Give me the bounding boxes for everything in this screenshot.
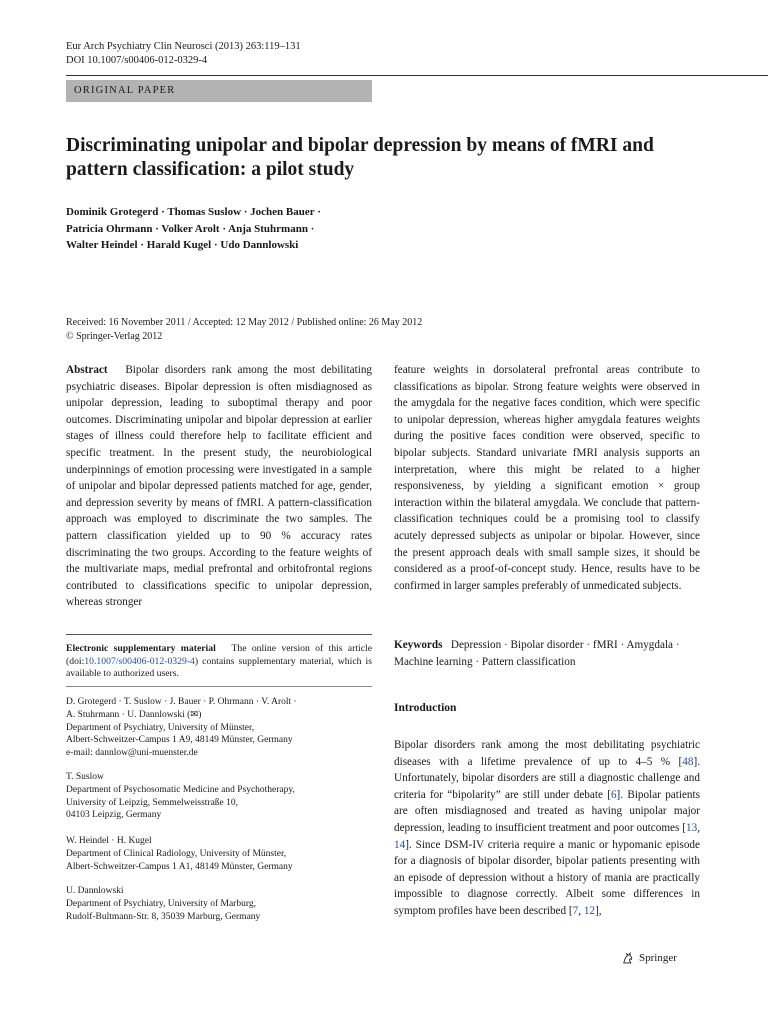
esm-text-post: ) contains supplementary material, which is available to authorized users. [66, 655, 372, 679]
intro-text-segment: , [578, 904, 584, 917]
paper-title: Discriminating unipolar and bipolar depression by means of fMRI and pattern classification: a pilot study [66, 135, 654, 180]
affiliation-line: Rudolf-Bultmann-Str. 8, 35039 Marburg, Germany [66, 911, 261, 922]
keywords [394, 637, 700, 670]
affiliation-line: Albert-Schweitzer-Campus 1 A9, 48149 Münster, Germany [66, 735, 293, 746]
author-line: Patricia Ohrmann · Volker Arolt · Anja Stuhrmann · [66, 222, 315, 235]
affiliation-line: Department of Psychosomatic Medicine and Psychotherapy, [66, 784, 295, 795]
esm-note [66, 643, 372, 681]
citation-link[interactable]: 12 [583, 904, 596, 917]
introduction-text [394, 737, 700, 920]
citation-link[interactable]: 14 [394, 838, 406, 851]
intro-text-segment: ], [595, 904, 602, 917]
affiliation-line: University of Leipzig, Semmelweisstraße 10, [66, 797, 239, 808]
citation-link[interactable]: 13 [686, 821, 698, 834]
journal-header [66, 40, 301, 68]
abstract-right [394, 362, 700, 594]
citation-link[interactable]: 48 [682, 755, 694, 768]
introduction-heading: Introduction [394, 702, 457, 714]
affiliation-line: Department of Psychiatry, University of Münster, [66, 722, 255, 733]
affiliation-line: Department of Psychiatry, University of Marburg, [66, 898, 256, 909]
affiliation-line: 04103 Leipzig, Germany [66, 810, 162, 821]
affiliation-line: A. Stuhrmann · U. Dannlowski (✉) [66, 709, 202, 720]
esm-text-pre: The online version of this article (doi: [66, 643, 373, 667]
copyright-line: © Springer-Verlag 2012 [66, 330, 163, 342]
affiliation-line: Department of Clinical Radiology, University of Münster, [66, 848, 287, 859]
affiliation-block [66, 696, 372, 760]
affiliation-line: Albert-Schweitzer-Campus 1 A1, 48149 Münster, Germany [66, 861, 293, 872]
journal-citation: Eur Arch Psychiatry Clin Neurosci (2013) 263:119–131 [66, 41, 301, 52]
springer-horse-icon [621, 951, 635, 965]
received-accepted-published: Received: 16 November 2011 / Accepted: 12 May 2012 / Published online: 26 May 2012 [66, 317, 423, 328]
affiliation-line: W. Heindel · H. Kugel [66, 836, 152, 846]
affiliation-block [66, 771, 372, 822]
abstract-heading: Abstract [66, 364, 108, 376]
citation-link[interactable]: 6 [610, 788, 617, 801]
intro-text-segment: , [697, 821, 700, 834]
author-list [66, 204, 466, 254]
intro-text-segment: ]. Unfortunately, bipolar disorders are still a diagnostic challenge and criteria for “bipolarity” are still under debate [ [394, 755, 700, 801]
header-rule [66, 75, 768, 76]
keywords-heading: Keywords [394, 639, 443, 651]
intro-text-segment: Bipolar disorders rank among the most debilitating psychiatric diseases with a lifetime prevalence of up to 4–5 % [ [394, 739, 700, 768]
affiliation-block [66, 885, 372, 923]
affiliation-block [66, 835, 372, 873]
esm-doi-link[interactable]: 10.1007/s00406-012-0329-4 [84, 655, 195, 667]
author-line: Dominik Grotegerd · Thomas Suslow · Jochen Bauer · [66, 206, 321, 218]
article-dates [66, 316, 726, 343]
affiliation-line: D. Grotegerd · T. Suslow · J. Bauer · P. Ohrmann · V. Arolt · [66, 697, 297, 707]
publisher-logo [621, 951, 677, 965]
citation-link[interactable]: 7 [572, 904, 579, 917]
author-line: Walter Heindel · Harald Kugel · Udo Dannlowski [66, 239, 299, 251]
esm-divider [66, 634, 372, 635]
article-type-banner: ORIGINAL PAPER [66, 80, 372, 102]
springer-label: Springer [639, 952, 677, 964]
journal-doi: DOI 10.1007/s00406-012-0329-4 [66, 55, 208, 66]
intro-text-segment: ]. Since DSM-IV criteria require a manic or hypomanic episode for a diagnosis of bipolar disorder, bipolar patients presenting with an episode of depression without a history of mania are practically impossible to diagnose correctly. Albeit some differences in symptom profiles have been described [ [394, 838, 700, 917]
intro-text-segment: ]. Bipolar patients are often misdiagnosed and treated as having unipolar major depression, leading to insufficient treatment and poor outcomes [ [394, 788, 700, 834]
abstract-left [66, 362, 372, 611]
affiliation-line: U. Dannlowski [66, 886, 124, 896]
affiliation-line: T. Suslow [66, 772, 104, 782]
abstract-text-left: Bipolar disorders rank among the most debilitating psychiatric diseases. Bipolar depression is often misdiagnosed as unipolar depression, leading to suboptimal therapy and poor outcomes. Discriminating unipolar and bipolar depression at earlier stages of illness could therefore help to facilitate efficient and specific treatment. In the present study, the neurobiological underpinnings of emotion processing were investigated in a sample of unipolar and bipolar depressed patients matched for age, gender, and depression severity by means of fMRI. A pattern-classification approach was employed to discriminate the two samples. The pattern classification yielded up to 90 % accuracy rates discriminating the two groups. According to the feature weights of the multivariate maps, medial prefrontal and orbitofrontal regions contributed to classifications specific to unipolar depression, whereas stronger [66, 364, 373, 609]
affiliation-divider [66, 686, 372, 687]
esm-heading: Electronic supplementary material [66, 643, 216, 654]
affiliation-line: e-mail: dannlow@uni-muenster.de [66, 748, 198, 759]
keywords-text: Depression · Bipolar disorder · fMRI · Amygdala · Machine learning · Pattern classification [394, 639, 680, 668]
abstract-text-right: feature weights in dorsolateral prefrontal areas contribute to classifications as bipolar. Strong feature weights were observed in the amygdala for the negative faces condition, which were specific to unipolar depression, whereas higher amygdala features weights during the positive faces condition were observed, specific to bipolar subjects. Standard univariate fMRI analysis supports an interpretation, where this might be related to a higher responsiveness, by yielding a significant emotion × group interaction within the bilateral amygdala. We conclude that pattern-classification techniques could be a promising tool to classify acutely depressed subjects as unipolar or bipolar. However, since the present approach deals with small sample sizes, it should be considered as a proof-of-concept study. Hence, results have to be confirmed in larger samples preferably of unmedicated subjects. [394, 364, 700, 592]
